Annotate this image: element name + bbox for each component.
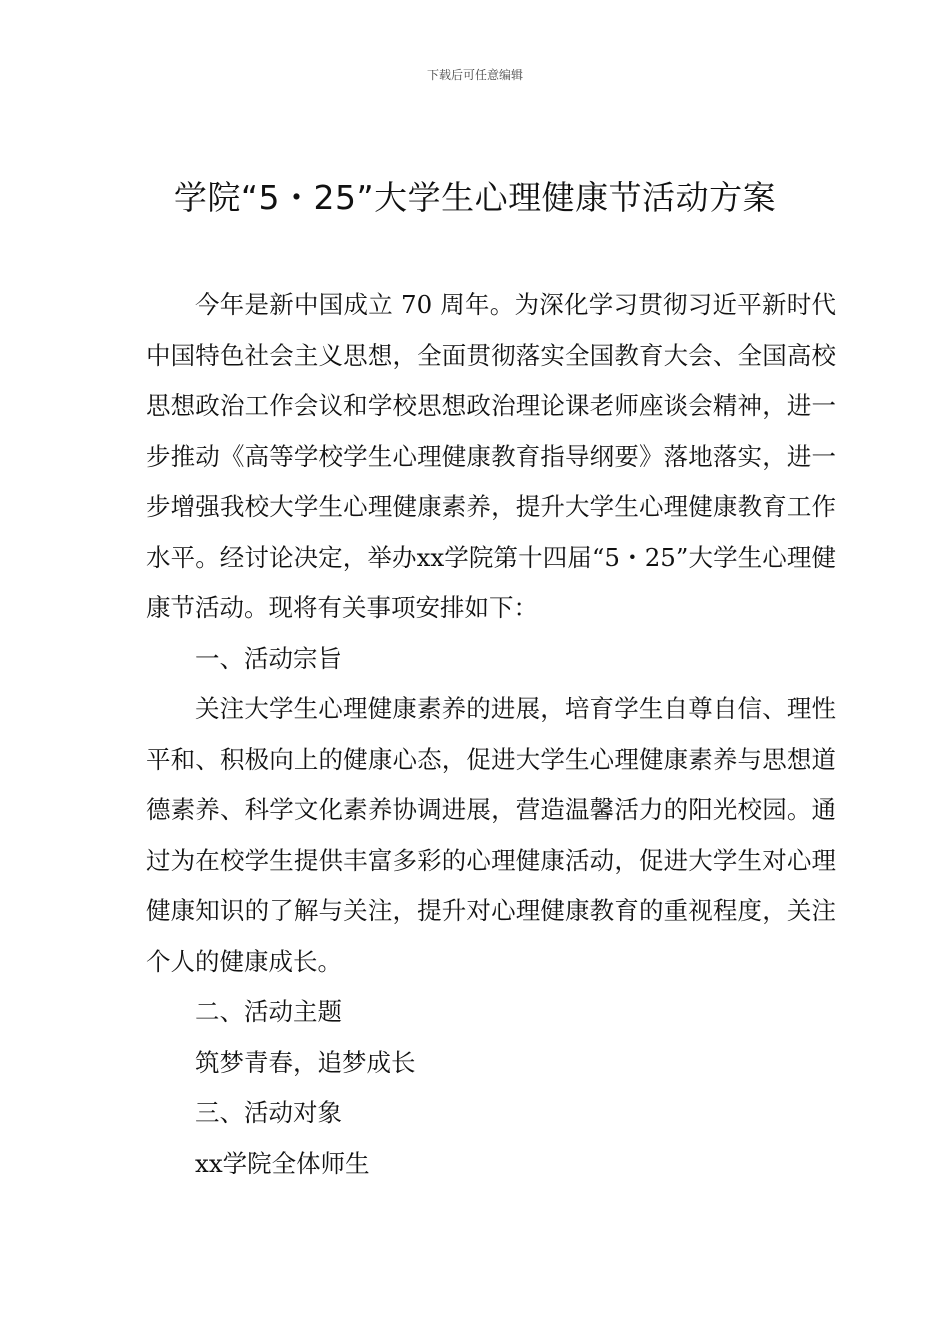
document-body [146,280,836,1189]
section-heading-purpose: 一、活动宗旨 [195,643,342,673]
purpose-paragraph: 关注大学生心理健康素养的进展，培育学生自尊自信、理性平和、积极向上的健康心态，促进大学生心理健康素养与思想道德素养、科学文化素养协调进展，营造温馨活力的阳光校园。通过为在校学生提供丰富多彩的心理健康活动，促进大学生对心理健康知识的了解与关注，提升对心理健康教育的重视程度，关注个人的健康成长。 [146,694,836,976]
header-note: 下载后可任意编辑 [426,68,523,82]
audience-paragraph: xx学院全体师生 [195,1148,370,1178]
theme-paragraph: 筑梦青春，追梦成长 [195,1047,416,1077]
document-title: 学院“5・25”大学生心理健康节活动方案 [173,178,777,217]
section-heading-theme: 二、活动主题 [195,997,342,1026]
intro-paragraph: 今年是新中国成立 70 周年。为深化学习贯彻习近平新时代中国特色社会主义思想，全面贯彻落实全国教育大会、全国高校思想政治工作会议和学校思想政治理论课老师座谈会精神，进一步推动《高等学校学生心理健康教育指导纲要》落地落实，进一步增强我校大学生心理健康素养，提升大学生心理健康教育工作水平。经讨论决定，举办xx学院第十四届“5・25”大学生心理健康节活动。现将有关事项安排如下： [146,290,836,622]
section-heading-audience: 三、活动对象 [195,1098,342,1127]
